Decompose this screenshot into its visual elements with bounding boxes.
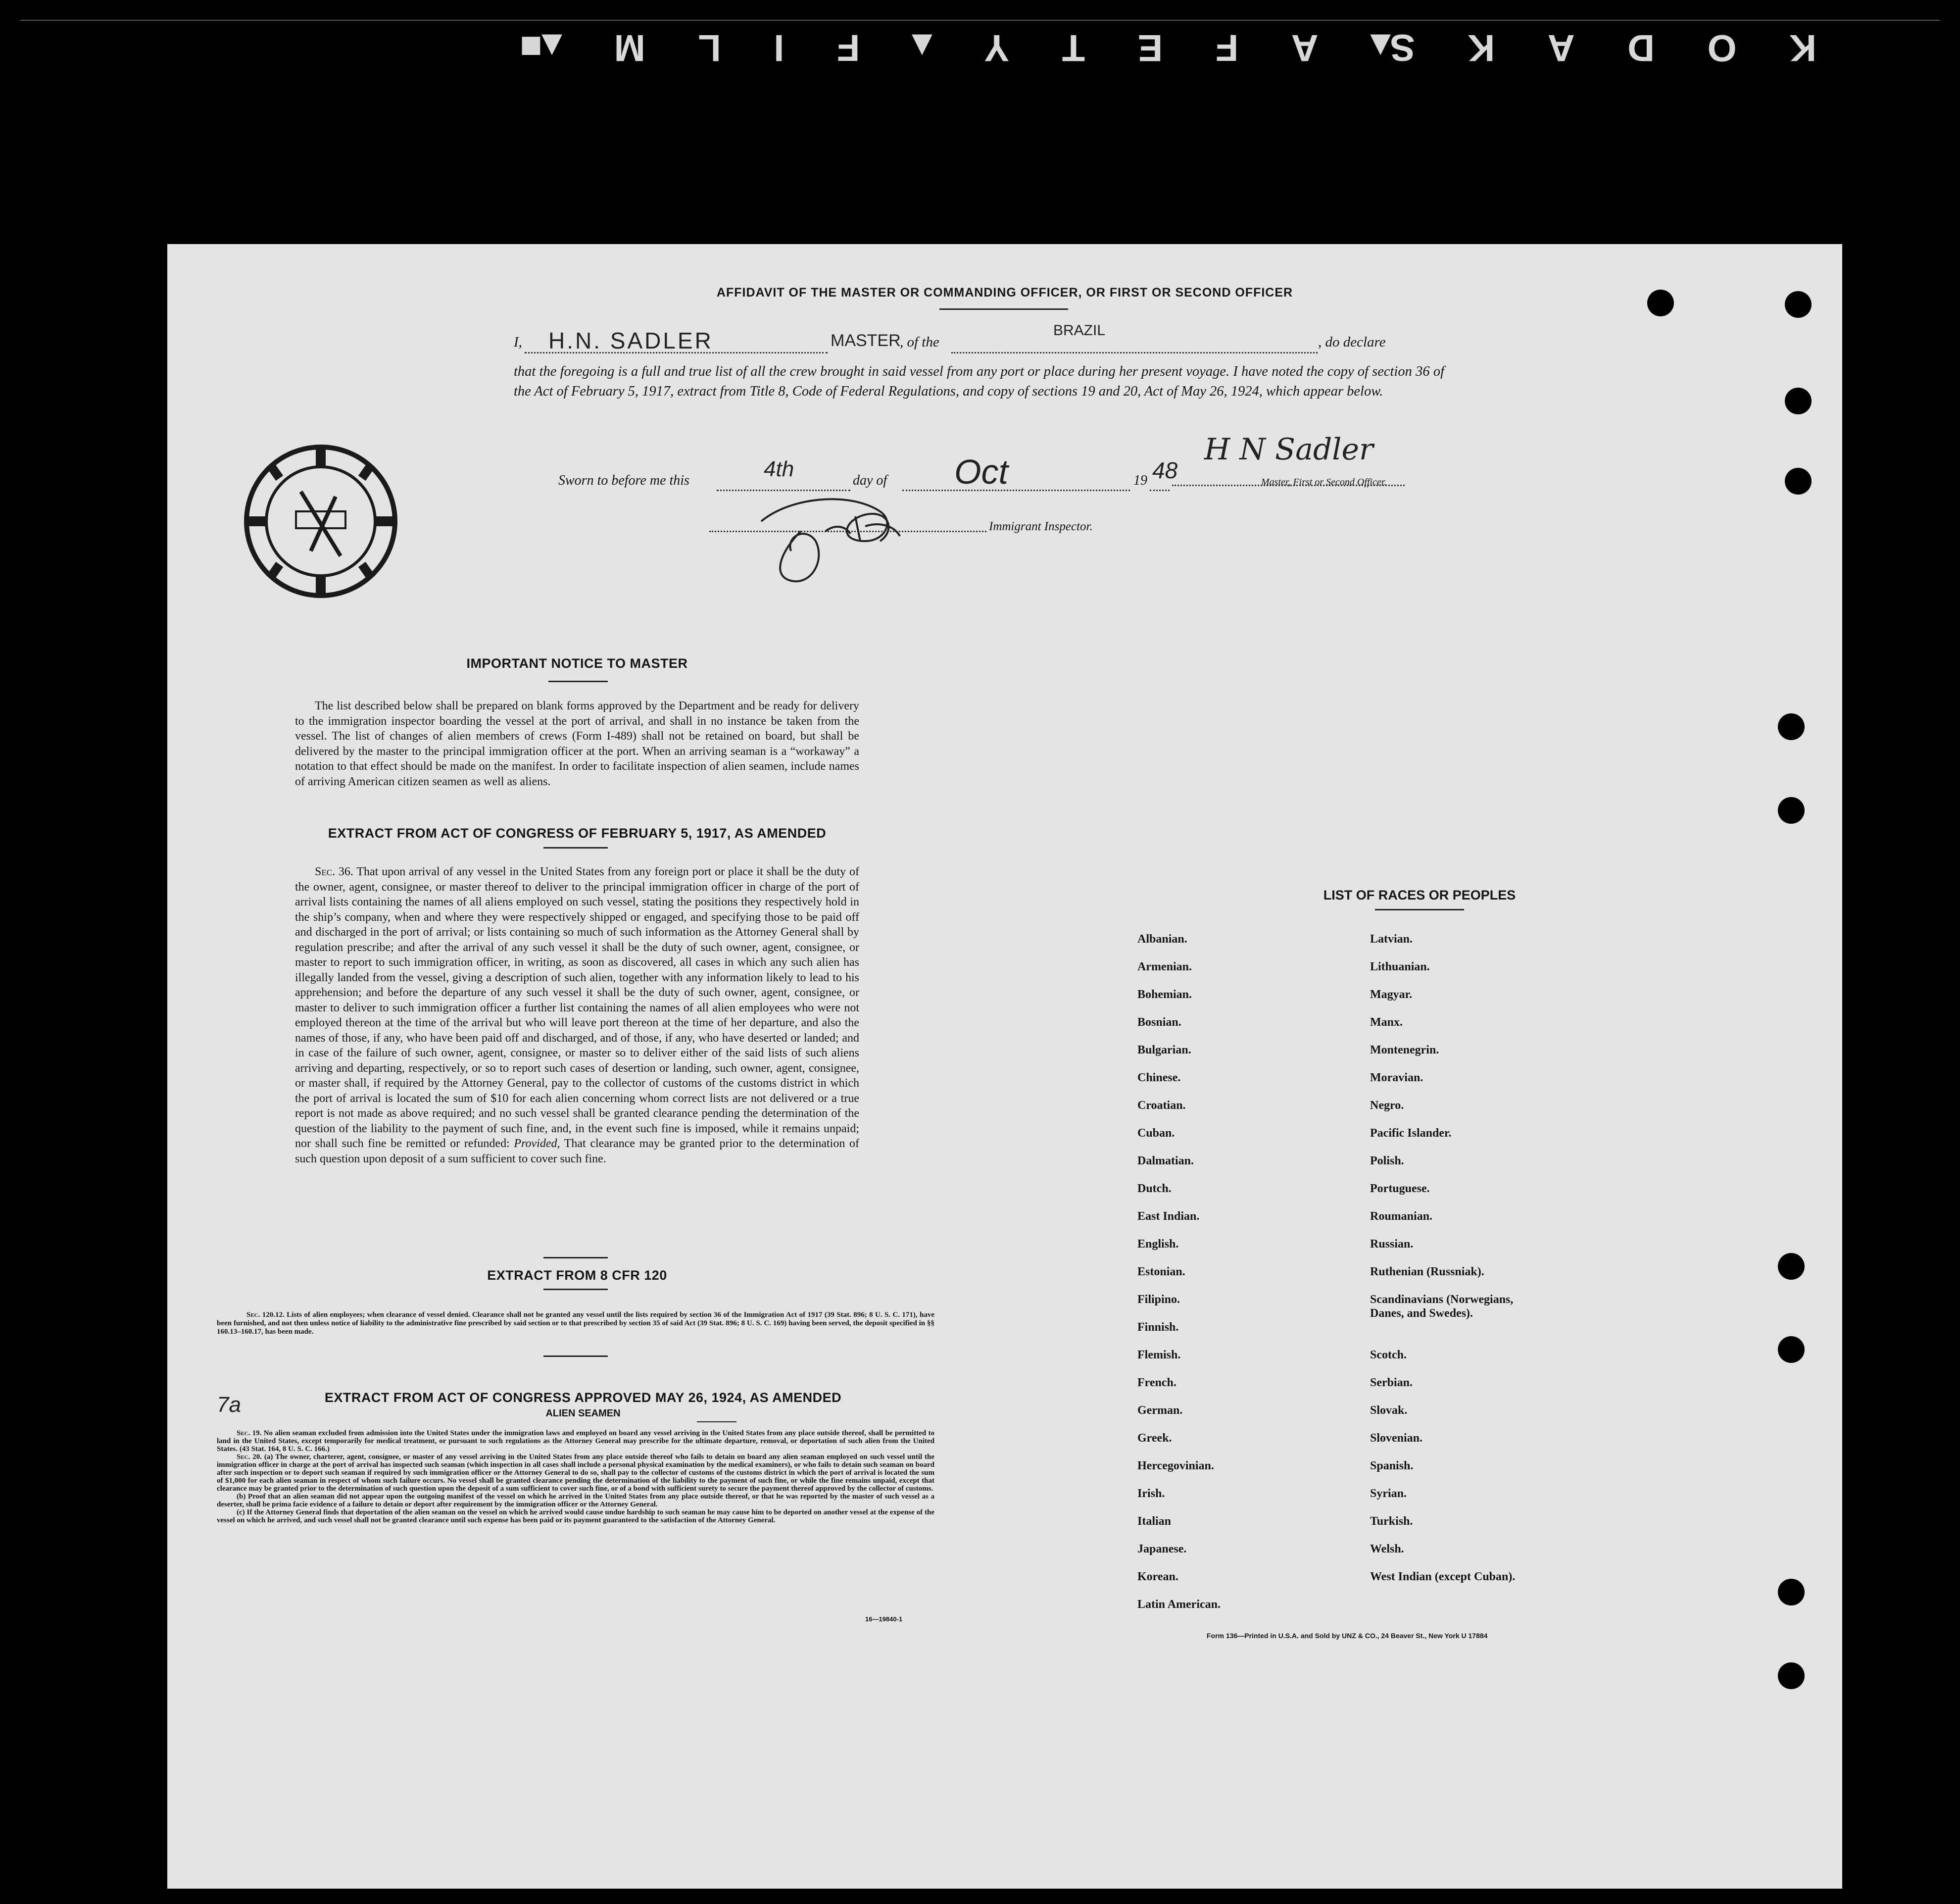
inspection-stamp — [242, 442, 400, 601]
race-entry: Bulgarian. — [1137, 1044, 1191, 1056]
form-number: 16—19840-1 — [865, 1615, 903, 1623]
race-entry: Korean. — [1137, 1570, 1178, 1583]
film-edge-letter: ▴■ — [520, 26, 562, 69]
master-name: H.N. SADLER — [548, 328, 713, 353]
race-entry: Turkish. — [1370, 1515, 1413, 1528]
film-edge-letter: Y — [984, 27, 1010, 69]
film-edge-letter: O — [1707, 27, 1737, 69]
race-entry: Ruthenian (Russniak). — [1370, 1265, 1484, 1278]
sworn-month: Oct — [954, 452, 1008, 491]
printer-imprint: Form 136—Printed in U.S.A. and Sold by UNZ & CO., 24 Beaver St., New York U 17884 — [1207, 1632, 1488, 1640]
film-edge-letter: I — [774, 27, 784, 69]
punch-hole — [1778, 1253, 1805, 1280]
vessel-name: BRAZIL — [1053, 322, 1106, 339]
film-edge-line — [20, 20, 1940, 21]
race-entry: Lithuanian. — [1370, 960, 1430, 973]
film-edge-letter: F — [836, 27, 860, 69]
day-of-text: day of — [853, 473, 887, 488]
section-36-label: Sec. 36. — [315, 865, 353, 878]
sworn-prefix: Sworn to before me this — [558, 473, 689, 488]
section-20-label: Sec. 20. — [237, 1453, 262, 1461]
punch-hole — [1785, 388, 1812, 414]
race-entry: French. — [1137, 1376, 1176, 1389]
race-entry: German. — [1137, 1404, 1183, 1417]
punch-hole — [1778, 713, 1805, 740]
film-edge-letter: D — [1627, 27, 1655, 69]
punch-hole — [1778, 1579, 1805, 1605]
section-19-text: No alien seaman excluded from admission into the United States under the immigration laws and employed on board any vessel arriving in the United States from any place outside thereof, shall be permitted to land in the United States, except temporarily for medical treatment, or pursuant to such regulations as the Attorney General may prescribe for the ultimate departure, removal, or deportation of such alien from the United States. (43 Stat. 164, 8 U. S. C. 166.) — [217, 1429, 934, 1453]
manifest-page — [167, 244, 1842, 1889]
race-entry: Manx. — [1370, 1016, 1403, 1029]
sworn-line — [558, 432, 1499, 497]
race-entry: Cuban. — [1137, 1127, 1175, 1140]
race-entry: Finnish. — [1137, 1321, 1179, 1334]
race-entry: Scandinavians (Norwegians, Danes, and Swedes). — [1370, 1293, 1514, 1320]
race-entry: Roumanian. — [1370, 1210, 1433, 1223]
affidavit-title-rule — [939, 308, 1068, 310]
race-entry: Scotch. — [1370, 1349, 1407, 1361]
inspector-label: Immigrant Inspector. — [989, 520, 1093, 533]
film-edge-letter: A — [1547, 27, 1575, 69]
race-entry: Japanese. — [1137, 1543, 1187, 1555]
officer-rank: MASTER — [831, 331, 901, 350]
cfr-text: Lists of alien employees; when clearance of vessel denied. Clearance shall not be granted any vessel until the lists required by section 36 of the Immigration Act of 1917 (39 Stat. 896; 8 U. S. C. 171), have been furnished, and not then unless notice of liability to the administrative fine prescribed by said section or to that prescribed by section 35 of said Act (39 Stat. 896; 8 U. S. C. 169) having been served, the deposit specified in §§ 160.13–160.17, has been made. — [217, 1311, 935, 1336]
race-entry: Slovenian. — [1370, 1432, 1423, 1445]
section-36-body — [295, 864, 859, 1166]
sworn-day: 4th — [764, 457, 794, 481]
race-entry: Syrian. — [1370, 1487, 1407, 1500]
race-entry: Magyar. — [1370, 988, 1413, 1001]
film-edge-letter: M — [614, 27, 645, 69]
race-entry: East Indian. — [1137, 1210, 1200, 1223]
cfr-body — [217, 1311, 934, 1336]
race-entry: Welsh. — [1370, 1543, 1404, 1555]
race-entry: Albanian. — [1137, 933, 1187, 946]
alien-seamen-body — [217, 1429, 934, 1524]
punch-hole — [1785, 468, 1812, 495]
race-entry: Latvian. — [1370, 933, 1413, 946]
punch-hole — [1647, 290, 1674, 316]
notice-title: IMPORTANT NOTICE TO MASTER — [466, 656, 688, 671]
race-entry: Irish. — [1137, 1487, 1165, 1500]
affidavit-statement: that the foregoing is a full and true list of all the crew brought in said vessel from any port or place during her present voyage. I have noted the copy of section 36 of the Act of February 5, 1917, extract from Title 8, Code of Federal Regulations, and copy of sections 19 and 20, Act of May 26, 1924, which appear below. — [514, 364, 1444, 399]
film-edge-letter: ▴ — [912, 26, 931, 69]
race-entry: Bohemian. — [1137, 988, 1192, 1001]
race-entry: Greek. — [1137, 1432, 1172, 1445]
cfr-top-rule — [543, 1257, 608, 1258]
extract-1924-top-rule — [543, 1355, 608, 1357]
master-signature: H N Sadler — [1204, 432, 1373, 467]
film-edge-letter: A — [1291, 27, 1319, 69]
race-entry: Moravian. — [1370, 1071, 1423, 1084]
races-title: LIST OF RACES OR PEOPLES — [1323, 888, 1516, 902]
race-entry: Croatian. — [1137, 1099, 1186, 1112]
race-entry: Spanish. — [1370, 1459, 1414, 1472]
race-entry: Russian. — [1370, 1238, 1414, 1251]
punch-hole — [1778, 797, 1805, 824]
race-entry: Estonian. — [1137, 1265, 1185, 1278]
cfr-title-rule — [543, 1289, 608, 1290]
affidavit-title: AFFIDAVIT OF THE MASTER OR COMMANDING OFFICER, OR FIRST OR SECOND OFFICER — [716, 286, 1293, 300]
provided-word: Provided, — [514, 1137, 560, 1150]
affidavit-prefix: I, — [514, 334, 522, 350]
section-20c-text: (c) If the Attorney General finds that deportation of the alien seaman on the vessel on which he arrived would cause undue hardship to such seaman he may cause him to be deported on another vessel at the expense of the vessel on which he arrived, and such vessel shall not be granted clearance until such expense has been paid or its payment guaranteed to the satisfaction of the Attorney General. — [217, 1508, 934, 1524]
section-20b-text: (b) Proof that an alien seaman did not appear upon the outgoing manifest of the vessel on which he arrived in the United States from any place outside thereof, or that he was reported by the master of such vessel as a deserter, shall be prima facie evidence of a failure to detain or deport after requirement by the immigration officer or the Attorney General. — [217, 1493, 934, 1508]
race-entry: Serbian. — [1370, 1376, 1413, 1389]
race-entry: Dutch. — [1137, 1182, 1172, 1195]
race-entry: Pacific Islander. — [1370, 1127, 1452, 1140]
cfr-title: EXTRACT FROM 8 CFR 120 — [487, 1268, 667, 1283]
film-edge-letter: K — [1789, 27, 1816, 69]
master-signature-label: Master, First or Second Officer. — [1261, 477, 1387, 488]
race-entry: Dalmatian. — [1137, 1154, 1194, 1167]
film-edge-letter: T — [1062, 27, 1085, 69]
year-prefix: 19 — [1133, 473, 1147, 488]
race-entry: West Indian (except Cuban). — [1370, 1570, 1516, 1583]
of-the-text: , of the — [900, 334, 939, 350]
race-entry: Slovak. — [1370, 1404, 1408, 1417]
extract-1924-subtitle-rule — [697, 1421, 736, 1422]
film-edge-letter: L — [698, 27, 721, 69]
race-entry: Italian — [1137, 1515, 1172, 1528]
do-declare-text: , do declare — [1318, 334, 1386, 350]
race-entry: English. — [1137, 1238, 1179, 1251]
race-entry: Hercegovinian. — [1137, 1459, 1214, 1472]
race-entry: Filipino. — [1137, 1293, 1180, 1306]
section-36-text: That upon arrival of any vessel in the United States from any foreign port or place it shall be the duty of the owner, agent, consignee, or master thereof to deliver to the principal immigration officer in charge of the port of arrival lists containing the names of all aliens employed on such vessel, stating the positions they respectively hold in the ship’s company, when and where they were respectively shipped or engaged, and specifying those to be paid off and discharged in the port of arrival; or lists containing so much of such information as the Attorney General shall by regulation prescribe; and after the arrival of any such vessel it shall be the duty of such owner, agent, consignee, or master to report to such immigration officer, in writing, as soon as discovered, all cases in which any such alien has illegally landed from the vessel, giving a description of such alien, together with any information likely to lead to his apprehension; and before the departure of any such vessel it shall be the duty of such owner, agent, consignee, or master to deliver to such immigration officer a further list containing the names of all alien employees who were not employed thereon at the time of the arrival but who will leave port thereon at the time of her departure, and also the names of those, if any, who have been paid off and discharged, and of those, if any, who have deserted or landed; and in case of the failure of such owner, agent, consignee, or master so to deliver either of the said lists of such aliens arriving and departing, respectively, or so to report such cases of desertion or landing, such owner, agent, consignee, or master shall, if required by the Attorney General, pay to the collector of customs of the customs district in which the port of arrival is located the sum of $10 for each alien concerning whom correct lists are not delivered or a true report is not made as above required; and no such vessel shall be granted clearance pending the determination of the question of the liability to the payment of such fine, and, in the event such fine is imposed, while it remains unpaid; nor shall such fine be remitted or refunded: — [295, 865, 859, 1150]
notice-body: The list described below shall be prepared on blank forms approved by the Department and be ready for delivery to the immigration inspector boarding the vessel at the port of arrival, and shall in no instance be taken from the vessel. The list of changes of alien members of crews (Form I-489) shall not be retained on board, but shall be delivered by the master to the principal immigration officer at the port. When an arriving seaman is a “workaway” a notation to that effect should be made on the manifest. In order to facilitate inspection of alien seamen, include names of arriving American citizen seamen as well as aliens. — [295, 700, 859, 788]
film-edge-letter: F — [1215, 27, 1239, 69]
film-edge-letter: K — [1468, 27, 1495, 69]
film-edge-letter: E — [1137, 27, 1163, 69]
race-entry: Polish. — [1370, 1154, 1404, 1167]
race-entry: Flemish. — [1137, 1349, 1181, 1361]
section-36-proviso: That clearance may be granted prior to the determination of such question upon deposit of a sum sufficient to cover such fine. — [295, 1137, 859, 1165]
punch-hole — [1785, 291, 1812, 318]
extract-1924-title: EXTRACT FROM ACT OF CONGRESS APPROVED MAY 26, 1924, AS AMENDED — [324, 1390, 842, 1405]
extract-1917-rule — [543, 847, 608, 849]
affidavit-declaration-line — [514, 322, 1603, 359]
races-title-rule — [1375, 909, 1464, 910]
vessel-blank — [951, 329, 1318, 353]
race-entry: Portuguese. — [1370, 1182, 1430, 1195]
extract-1917-title: EXTRACT FROM ACT OF CONGRESS OF FEBRUARY 5, 1917, AS AMENDED — [328, 826, 827, 841]
margin-note: 7a — [217, 1393, 241, 1417]
section-19-label: Sec. 19. — [237, 1429, 262, 1437]
sworn-year: 48 — [1152, 457, 1178, 483]
race-entry: Negro. — [1370, 1099, 1404, 1112]
punch-hole — [1778, 1662, 1805, 1689]
alien-seamen-subtitle: ALIEN SEAMEN — [545, 1408, 621, 1419]
film-edge-label — [520, 26, 1816, 70]
cfr-sec-label: Sec. 120.12. — [246, 1311, 285, 1319]
punch-hole — [1778, 1336, 1805, 1363]
section-20a-text: (a) The owner, charterer, agent, consignee, or master of any vessel arriving in the United States from any place outside thereof who fails to detain on board any alien seaman employed on such vessel until the immigration officer in charge at the port of arrival has inspected such seaman (which inspection in all cases shall include a personal physical examination by the medical examiners), or who fails to detain such seaman on board after such inspection or to deport such seaman if required by such immigration officer or the Attorney General to do so, shall pay to the collector of customs of the customs district in which the port of arrival is located the sum of $1,000 for each alien seaman in respect of whom such failure occurs. No vessel shall be granted clearance pending the determination of the liability to the payment of such fine, or while the fine remains unpaid, except that clearance may be granted prior to the determination of such question upon the deposit of a sum sufficient to cover such fine, or of a bond with sufficient surety to secure the payment thereof approved by the collector of customs. — [217, 1453, 935, 1493]
film-edge-letter: S▴ — [1371, 26, 1415, 69]
race-entry: Chinese. — [1137, 1071, 1181, 1084]
race-entry: Armenian. — [1137, 960, 1192, 973]
inspector-signature-flourish — [732, 467, 939, 596]
race-entry: Bosnian. — [1137, 1016, 1181, 1029]
race-entry: Latin American. — [1137, 1598, 1221, 1611]
notice-title-rule — [548, 681, 608, 682]
race-entry: Montenegrin. — [1370, 1044, 1439, 1056]
